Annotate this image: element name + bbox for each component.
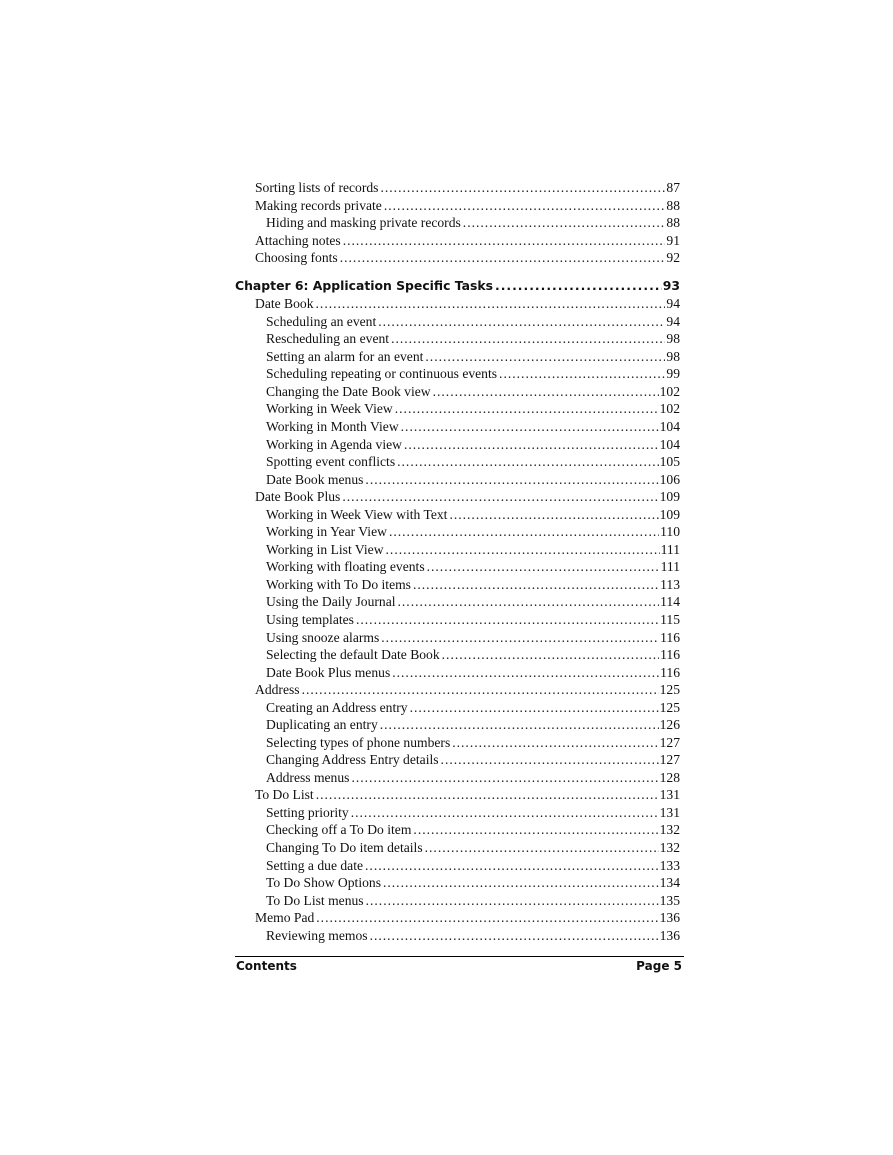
toc-entry-title: Working in List View bbox=[266, 542, 384, 557]
toc-entry-page-number: 93 bbox=[662, 278, 680, 293]
toc-dot-leader bbox=[386, 542, 660, 558]
toc-entry-title: To Do List menus bbox=[266, 893, 364, 908]
toc-dot-leader bbox=[427, 559, 660, 575]
toc-subsection-entry[interactable] bbox=[266, 752, 680, 769]
toc-dot-leader bbox=[410, 700, 659, 716]
toc-subsection-entry[interactable] bbox=[266, 893, 680, 910]
toc-subsection-entry[interactable] bbox=[266, 215, 680, 232]
toc-entry-page-number: 88 bbox=[666, 198, 680, 213]
toc-entry-page-number: 128 bbox=[659, 770, 680, 785]
toc-dot-leader bbox=[378, 314, 665, 330]
toc-subsection-entry[interactable] bbox=[266, 366, 680, 383]
toc-entry-page-number: 111 bbox=[660, 559, 680, 574]
toc-entry-page-number: 94 bbox=[666, 314, 680, 329]
toc-entry-page-number: 91 bbox=[666, 233, 680, 248]
toc-subsection-entry[interactable] bbox=[266, 577, 680, 594]
toc-dot-leader bbox=[425, 840, 659, 856]
toc-subsection-entry[interactable] bbox=[266, 665, 680, 682]
footer-section-title: Contents bbox=[236, 959, 297, 973]
toc-dot-leader bbox=[365, 858, 659, 874]
toc-entry-page-number: 110 bbox=[660, 524, 680, 539]
toc-dot-leader bbox=[401, 419, 659, 435]
toc-entry-page-number: 106 bbox=[659, 472, 680, 487]
toc-entry-page-number: 134 bbox=[659, 875, 680, 890]
toc-entry-page-number: 132 bbox=[659, 822, 680, 837]
toc-entry-title: Hiding and masking private records bbox=[266, 215, 461, 230]
toc-entry-title: Using templates bbox=[266, 612, 354, 627]
toc-entry-page-number: 105 bbox=[659, 454, 680, 469]
toc-section-entry[interactable] bbox=[255, 250, 680, 267]
toc-dot-leader bbox=[413, 822, 658, 838]
toc-entry-page-number: 87 bbox=[666, 180, 680, 195]
toc-entry-title: Setting priority bbox=[266, 805, 349, 820]
toc-dot-leader bbox=[356, 612, 659, 628]
toc-entry-title: Selecting types of phone numbers bbox=[266, 735, 451, 750]
toc-entry-page-number: 136 bbox=[659, 928, 680, 943]
toc-dot-leader bbox=[340, 250, 666, 266]
toc-entry-page-number: 115 bbox=[660, 612, 680, 627]
toc-entry-page-number: 98 bbox=[666, 349, 680, 364]
toc-dot-leader bbox=[404, 437, 659, 453]
toc-entry-page-number: 127 bbox=[659, 752, 680, 767]
toc-entry-title: Changing To Do item details bbox=[266, 840, 423, 855]
toc-subsection-entry[interactable] bbox=[266, 349, 680, 366]
toc-entry-page-number: 136 bbox=[659, 910, 680, 925]
toc-section-entry[interactable] bbox=[255, 233, 680, 250]
toc-dot-leader bbox=[389, 524, 659, 540]
toc-subsection-entry[interactable] bbox=[266, 559, 680, 576]
toc-dot-leader bbox=[366, 893, 659, 909]
toc-section-entry[interactable] bbox=[255, 682, 680, 699]
toc-entry-title: Changing the Date Book view bbox=[266, 384, 431, 399]
footer-page-number: Page 5 bbox=[636, 959, 682, 973]
toc-entry-title: Working in Week View with Text bbox=[266, 507, 448, 522]
toc-dot-leader bbox=[398, 594, 660, 610]
toc-entry-title: Reviewing memos bbox=[266, 928, 368, 943]
toc-subsection-entry[interactable] bbox=[266, 612, 680, 629]
toc-entry-page-number: 104 bbox=[659, 419, 680, 434]
toc-entry-title: Date Book Plus menus bbox=[266, 665, 391, 680]
toc-dot-leader bbox=[425, 349, 665, 365]
toc-dot-leader bbox=[342, 489, 658, 505]
toc-entry-title: Scheduling repeating or continuous events bbox=[266, 366, 498, 381]
toc-entry-title: Chapter 6: Application Specific Tasks bbox=[235, 278, 493, 293]
toc-entry-page-number: 116 bbox=[660, 630, 680, 645]
toc-entry-title: Changing Address Entry details bbox=[266, 752, 439, 767]
toc-dot-leader bbox=[499, 366, 665, 382]
toc-dot-leader bbox=[316, 296, 666, 312]
toc-entry-title: Selecting the default Date Book bbox=[266, 647, 440, 662]
toc-dot-leader bbox=[391, 331, 665, 347]
toc-entry-title: Spotting event conflicts bbox=[266, 454, 396, 469]
toc-entry-title: To Do Show Options bbox=[266, 875, 381, 890]
toc-section-entry[interactable] bbox=[255, 180, 680, 197]
toc-entry-page-number: 111 bbox=[660, 542, 680, 557]
toc-entry-title: To Do List bbox=[255, 787, 314, 802]
toc-entry-page-number: 88 bbox=[666, 215, 680, 230]
toc-subsection-entry[interactable] bbox=[266, 419, 680, 436]
toc-entry-title: Rescheduling an event bbox=[266, 331, 390, 346]
toc-dot-leader bbox=[413, 577, 659, 593]
toc-entry-page-number: 94 bbox=[666, 296, 680, 311]
toc-entry-page-number: 135 bbox=[659, 893, 680, 908]
toc-dot-leader bbox=[351, 770, 658, 786]
toc-entry-title: Creating an Address entry bbox=[266, 700, 408, 715]
toc-entry-title: Scheduling an event bbox=[266, 314, 377, 329]
toc-entry-title: Making records private bbox=[255, 198, 382, 213]
toc-entry-page-number: 116 bbox=[660, 647, 680, 662]
toc-entry-page-number: 104 bbox=[659, 437, 680, 452]
toc-entry-title: Memo Pad bbox=[255, 910, 315, 925]
toc-chapter-entry[interactable] bbox=[235, 278, 680, 296]
toc-subsection-entry[interactable] bbox=[266, 437, 680, 454]
toc-entry-page-number: 126 bbox=[659, 717, 680, 732]
toc-dot-leader bbox=[380, 180, 665, 196]
toc-entry-page-number: 131 bbox=[659, 805, 680, 820]
toc-dot-leader bbox=[449, 507, 658, 523]
toc-entry-page-number: 114 bbox=[660, 594, 680, 609]
toc-entry-title: Working in Year View bbox=[266, 524, 387, 539]
toc-entry-title: Using the Daily Journal bbox=[266, 594, 396, 609]
toc-subsection-entry[interactable] bbox=[266, 928, 680, 945]
toc-subsection-entry[interactable] bbox=[266, 840, 680, 857]
toc-entry-title: Address menus bbox=[266, 770, 350, 785]
toc-dot-leader bbox=[381, 630, 659, 646]
toc-subsection-entry[interactable] bbox=[266, 454, 680, 471]
toc-entry-title: Checking off a To Do item bbox=[266, 822, 412, 837]
toc-entry-page-number: 98 bbox=[666, 331, 680, 346]
toc-subsection-entry[interactable] bbox=[266, 594, 680, 611]
toc-subsection-entry[interactable] bbox=[266, 735, 680, 752]
toc-entry-page-number: 125 bbox=[659, 700, 680, 715]
toc-entry-page-number: 132 bbox=[659, 840, 680, 855]
toc-entry-title: Address bbox=[255, 682, 300, 697]
toc-entry-title: Duplicating an entry bbox=[266, 717, 378, 732]
toc-dot-leader bbox=[395, 401, 659, 417]
toc-dot-leader bbox=[392, 665, 659, 681]
toc-subsection-entry[interactable] bbox=[266, 384, 680, 401]
toc-subsection-entry[interactable] bbox=[266, 805, 680, 822]
toc-dot-leader bbox=[463, 215, 666, 231]
toc-dot-leader bbox=[452, 735, 658, 751]
toc-subsection-entry[interactable] bbox=[266, 524, 680, 541]
toc-subsection-entry[interactable] bbox=[266, 875, 680, 892]
toc-entry-title: Using snooze alarms bbox=[266, 630, 380, 645]
toc-entry-page-number: 113 bbox=[660, 577, 680, 592]
toc-section-entry[interactable] bbox=[255, 910, 680, 927]
toc-dot-leader bbox=[316, 910, 658, 926]
toc-entry-page-number: 127 bbox=[659, 735, 680, 750]
toc-subsection-entry[interactable] bbox=[266, 401, 680, 418]
toc-subsection-entry[interactable] bbox=[266, 717, 680, 734]
toc-entry-title: Choosing fonts bbox=[255, 250, 338, 265]
toc-entry-page-number: 133 bbox=[659, 858, 680, 873]
toc-subsection-entry[interactable] bbox=[266, 770, 680, 787]
toc-entry-page-number: 92 bbox=[666, 250, 680, 265]
toc-section-entry[interactable] bbox=[255, 787, 680, 804]
toc-entry-title: Date Book Plus bbox=[255, 489, 341, 504]
toc-dot-leader bbox=[302, 682, 659, 698]
toc-dot-leader bbox=[316, 787, 659, 803]
toc-subsection-entry[interactable] bbox=[266, 858, 680, 875]
toc-entry-title: Working in Month View bbox=[266, 419, 399, 434]
toc-dot-leader bbox=[370, 928, 659, 944]
toc-dot-leader bbox=[433, 384, 659, 400]
toc-section-entry[interactable] bbox=[255, 198, 680, 215]
toc-dot-leader bbox=[442, 647, 659, 663]
toc-entry-title: Working with To Do items bbox=[266, 577, 411, 592]
toc-entry-title: Sorting lists of records bbox=[255, 180, 379, 195]
toc-subsection-entry[interactable] bbox=[266, 822, 680, 839]
toc-entry-title: Date Book menus bbox=[266, 472, 364, 487]
toc-dot-leader bbox=[365, 472, 658, 488]
toc-entry-title: Working with floating events bbox=[266, 559, 425, 574]
toc-entry-title: Setting a due date bbox=[266, 858, 364, 873]
toc-subsection-entry[interactable] bbox=[266, 314, 680, 331]
toc-subsection-entry[interactable] bbox=[266, 542, 680, 559]
toc-dot-leader bbox=[380, 717, 659, 733]
toc-dot-leader bbox=[351, 805, 659, 821]
toc-dot-leader bbox=[397, 454, 658, 470]
toc-entry-title: Working in Week View bbox=[266, 401, 393, 416]
toc-dot-leader bbox=[384, 198, 666, 214]
toc-entry-page-number: 116 bbox=[660, 665, 680, 680]
toc-subsection-entry[interactable] bbox=[266, 647, 680, 664]
toc-entry-page-number: 109 bbox=[659, 507, 680, 522]
toc-subsection-entry[interactable] bbox=[266, 507, 680, 524]
toc-entry-page-number: 102 bbox=[659, 384, 680, 399]
toc-dot-leader bbox=[495, 278, 662, 293]
toc-subsection-entry[interactable] bbox=[266, 472, 680, 489]
toc-entry-title: Date Book bbox=[255, 296, 314, 311]
toc-dot-leader bbox=[441, 752, 659, 768]
toc-entry-title: Working in Agenda view bbox=[266, 437, 402, 452]
toc-dot-leader bbox=[343, 233, 666, 249]
toc-subsection-entry[interactable] bbox=[266, 700, 680, 717]
toc-entry-title: Attaching notes bbox=[255, 233, 341, 248]
toc-section-entry[interactable] bbox=[255, 296, 680, 313]
footer-rule bbox=[235, 956, 684, 957]
toc-entry-page-number: 125 bbox=[659, 682, 680, 697]
toc-section-entry[interactable] bbox=[255, 489, 680, 506]
toc-dot-leader bbox=[383, 875, 659, 891]
toc-subsection-entry[interactable] bbox=[266, 331, 680, 348]
toc-entry-title: Setting an alarm for an event bbox=[266, 349, 424, 364]
toc-entry-page-number: 102 bbox=[659, 401, 680, 416]
toc-entry-page-number: 99 bbox=[666, 366, 680, 381]
toc-subsection-entry[interactable] bbox=[266, 630, 680, 647]
toc-entry-page-number: 109 bbox=[659, 489, 680, 504]
toc-entry-page-number: 131 bbox=[659, 787, 680, 802]
